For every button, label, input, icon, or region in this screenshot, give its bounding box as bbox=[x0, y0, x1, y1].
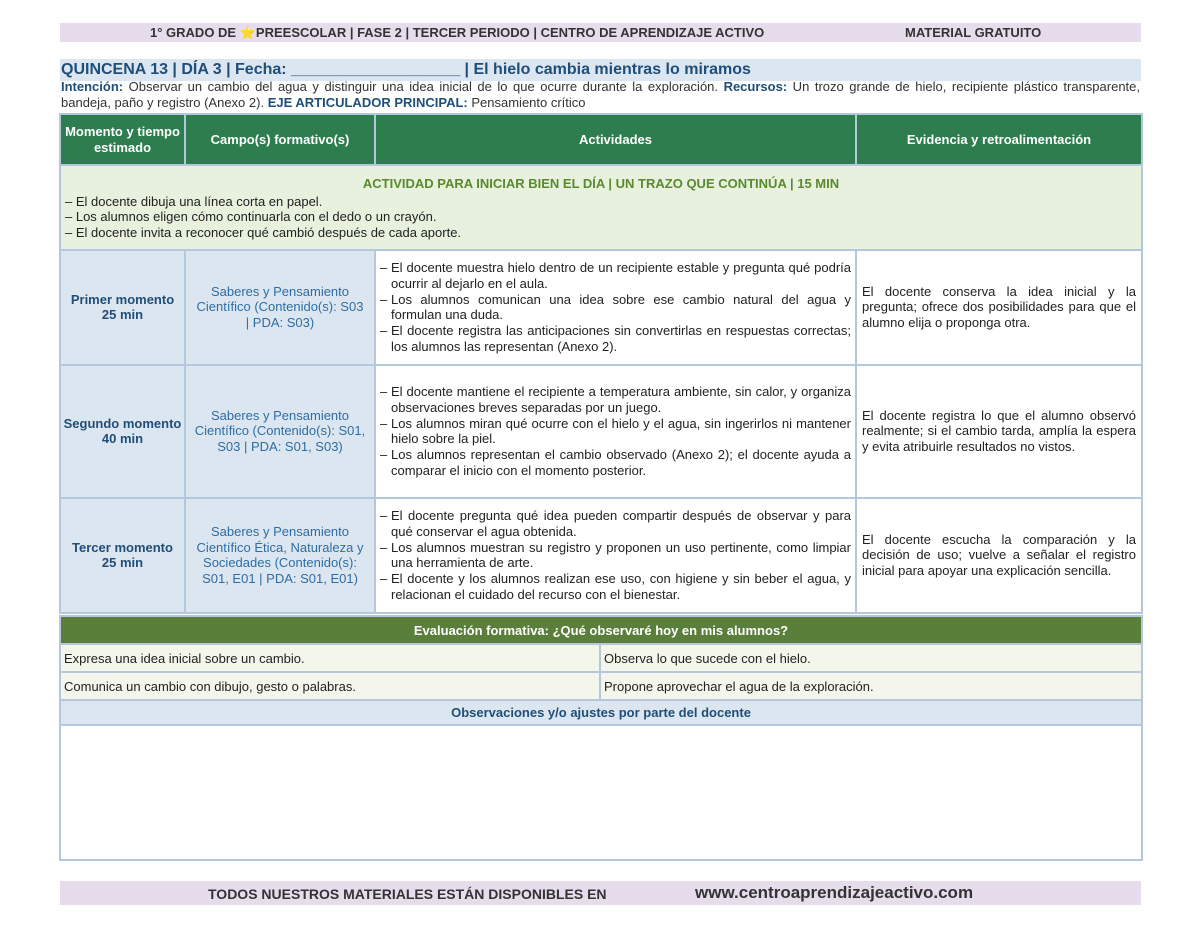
moment-name: Segundo momento bbox=[63, 415, 182, 431]
evaluation-table bbox=[59, 615, 1143, 861]
footer-website-link[interactable]: www.centroaprendizajeactivo.com bbox=[695, 883, 974, 902]
plan-table bbox=[59, 113, 1143, 614]
observations-area[interactable] bbox=[60, 725, 1142, 860]
header-evidence: Evidencia y retroalimentación bbox=[856, 114, 1142, 165]
activities-cell bbox=[375, 365, 856, 498]
page-title: QUINCENA 13 | DÍA 3 | Fecha: ___________________ | El hielo cambia mientras lo miramos bbox=[60, 59, 1141, 81]
activities-cell bbox=[375, 250, 856, 365]
header-grade: 1° GRADO DE bbox=[150, 25, 237, 40]
moment-row-3 bbox=[60, 498, 1142, 613]
activity-item: – Los alumnos muestran su registro y proponen un uso pertinente, como limpiar una herramienta de arte. bbox=[380, 540, 851, 571]
warmup-title: ACTIVIDAD PARA INICIAR BIEN EL DÍA | UN TRAZO QUE CONTINÚA | 15 MIN bbox=[362, 176, 840, 191]
evaluation-header-row bbox=[60, 616, 1142, 644]
footer-bar bbox=[60, 881, 1141, 905]
moment-name: Primer momento bbox=[70, 291, 175, 307]
moment-time: 25 min bbox=[101, 555, 144, 571]
evaluation-title: Evaluación formativa: ¿Qué observaré hoy en mis alumnos? bbox=[60, 616, 1142, 644]
activity-item: – Los alumnos miran qué ocurre con el hielo y el agua, sin ingerirlos ni mantener hielo sobre la piel. bbox=[380, 416, 851, 447]
resources-label: Recursos: bbox=[723, 79, 788, 94]
moment-name: Tercer momento bbox=[72, 539, 173, 555]
evidence-cell: El docente conserva la idea inicial y la pregunta; ofrece dos posibilidades para que el alumno elija o proponga otra. bbox=[856, 250, 1142, 365]
star-icon: ⭐ bbox=[239, 25, 256, 40]
header-activities: Actividades bbox=[375, 114, 856, 165]
observations-title: Observaciones y/o ajustes por parte del docente bbox=[60, 700, 1142, 725]
evaluation-item: Expresa una idea inicial sobre un cambio. bbox=[60, 644, 600, 672]
warmup-line: – El docente dibuja una línea corta en papel. bbox=[65, 193, 323, 209]
moment-cell bbox=[60, 365, 185, 498]
evaluation-item: Observa lo que sucede con el hielo. bbox=[600, 644, 1142, 672]
activities-cell bbox=[375, 498, 856, 613]
evaluation-item: Propone aprovechar el agua de la exploración. bbox=[600, 672, 1142, 700]
evaluation-row bbox=[60, 644, 1142, 672]
campo-cell: Saberes y Pensamiento Científico (Contenido(s): S03 | PDA: S03) bbox=[185, 250, 375, 365]
activity-item: – El docente y los alumnos realizan ese uso, con higiene y sin beber el agua, y relacionan el cuidado del recurso con el bienestar. bbox=[380, 571, 851, 602]
activity-item: – El docente registra las anticipaciones sin convertirlas en respuestas correctas; los alumnos las representan (Anexo 2). bbox=[380, 323, 851, 354]
observations-row bbox=[60, 725, 1142, 860]
moment-cell bbox=[60, 250, 185, 365]
intent-label: Intención: bbox=[61, 79, 124, 94]
header-moment: Momento y tiempo estimado bbox=[60, 114, 185, 165]
activity-item: – El docente muestra hielo dentro de un recipiente estable y pregunta qué podría ocurrir al dejarlo en el aula. bbox=[380, 260, 851, 291]
resources-text: Un trozo grande de hielo, recipiente plástico transparente, bandeja, paño y registro (Anexo 2). bbox=[61, 79, 1141, 110]
footer-label: TODOS NUESTROS MATERIALES ESTÁN DISPONIBLES EN bbox=[208, 886, 607, 902]
activity-item: – Los alumnos comunican una idea sobre ese cambio natural del agua y formulan una duda. bbox=[380, 292, 851, 323]
observations-header-row bbox=[60, 700, 1142, 725]
header-left bbox=[150, 25, 764, 41]
axis-text: Pensamiento crítico bbox=[467, 94, 586, 110]
moment-row-1 bbox=[60, 250, 1142, 365]
warmup-line: – Los alumnos eligen cómo continuarla con el dedo o un crayón. bbox=[65, 209, 437, 225]
intent-paragraph bbox=[61, 79, 1140, 110]
evidence-cell: El docente escucha la comparación y la decisión de uso; vuelve a señalar el registro inicial para apoyar una explicación sencilla. bbox=[856, 498, 1142, 613]
activity-item: – El docente pregunta qué idea pueden compartir después de observar y para qué conservar el agua obtenida. bbox=[380, 508, 851, 539]
campo-cell: Saberes y Pensamiento Científico (Contenido(s): S01, S03 | PDA: S01, S03) bbox=[185, 365, 375, 498]
warmup-row bbox=[60, 165, 1142, 250]
campo-cell: Saberes y Pensamiento Científico Ética, Naturaleza y Sociedades (Contenido(s): S01, E01 | PDA: S01, E01) bbox=[185, 498, 375, 613]
activity-item: – Los alumnos representan el cambio observado (Anexo 2); el docente ayuda a comparar el inicio con el momento posterior. bbox=[380, 447, 851, 478]
axis-label: EJE ARTICULADOR PRINCIPAL: bbox=[267, 94, 468, 110]
header-campo: Campo(s) formativo(s) bbox=[185, 114, 375, 165]
header-free-material: MATERIAL GRATUITO bbox=[905, 25, 1042, 40]
header-program: PREESCOLAR | FASE 2 | TERCER PERIODO | CENTRO DE APRENDIZAJE ACTIVO bbox=[255, 25, 765, 40]
moment-cell bbox=[60, 498, 185, 613]
moment-time: 25 min bbox=[101, 307, 144, 323]
header-bar bbox=[60, 23, 1141, 42]
intent-text: Observar un cambio del agua y distinguir una idea inicial de lo que ocurre durante la exploración. bbox=[123, 79, 724, 94]
evaluation-item: Comunica un cambio con dibujo, gesto o palabras. bbox=[60, 672, 600, 700]
warmup-cell bbox=[60, 165, 1142, 250]
evaluation-row bbox=[60, 672, 1142, 700]
moment-row-2 bbox=[60, 365, 1142, 498]
warmup-line: – El docente invita a reconocer qué cambió después de cada aporte. bbox=[65, 225, 462, 241]
activity-item: – El docente mantiene el recipiente a temperatura ambiente, sin calor, y organiza observaciones breves separadas por un juego. bbox=[380, 384, 851, 415]
plan-header-row bbox=[60, 114, 1142, 165]
moment-time: 40 min bbox=[101, 431, 144, 447]
evidence-cell: El docente registra lo que el alumno observó realmente; si el cambio tarda, amplía la espera y evita atribuirle resultados no vistos. bbox=[856, 365, 1142, 498]
